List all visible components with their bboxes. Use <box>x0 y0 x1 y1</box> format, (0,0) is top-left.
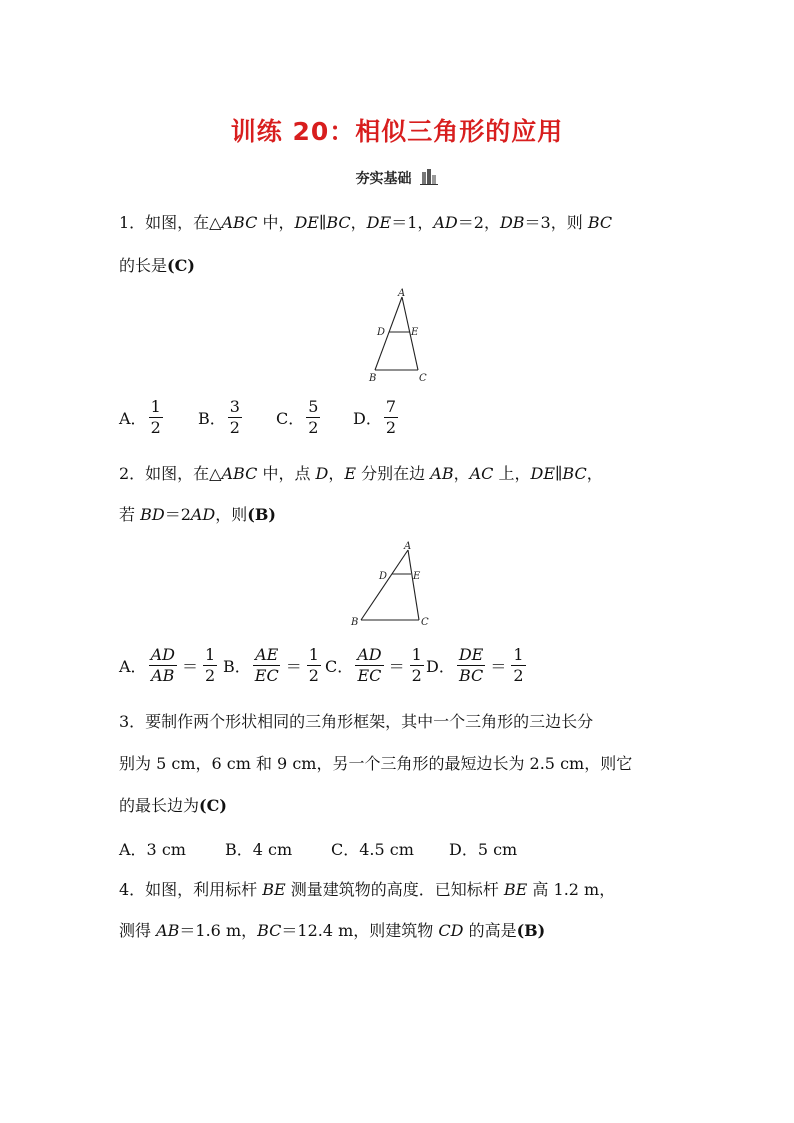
q4-line2: 测得 AB＝1.6 m，BC＝12.4 m，则建筑物 CD 的高是(B) <box>119 921 546 940</box>
q1-option-b[interactable]: B． $\frac{3}{2}$ <box>198 397 240 437</box>
q2-label-d: D <box>379 571 388 582</box>
q3-option-c[interactable]: C．4.5 cm <box>331 840 414 859</box>
q1-label-a: A <box>398 288 406 299</box>
q2-line2: 若 BD＝2AD，则(B) <box>119 505 276 524</box>
q2-option-c[interactable]: C． $\frac{AD}{EC}$ ＝ $\frac{1}{2}$ <box>325 645 422 685</box>
q2-option-b[interactable]: B． $\frac{AE}{EC}$ ＝ $\frac{1}{2}$ <box>223 645 319 685</box>
q1-label-e: E <box>411 327 419 338</box>
q2-option-d[interactable]: D． $\frac{DE}{BC}$ ＝ $\frac{1}{2}$ <box>426 645 524 685</box>
q2-label-e: E <box>413 571 421 582</box>
q2-line1: 2．如图，在△ABC 中，点 D，E 分别在边 AB，AC 上，DE∥BC， <box>119 464 603 483</box>
page-title: 训练 20：相似三角形的应用 <box>230 117 564 146</box>
q1-label-c: C <box>419 373 427 384</box>
q1-line1: 1．如图，在△ABC 中，DE∥BC，DE＝1，AD＝2，DB＝3，则 BC <box>119 213 613 232</box>
q4-line1: 4．如图，利用标杆 BE 测量建筑物的高度．已知标杆 BE 高 1.2 m， <box>119 880 616 899</box>
q3-answer: (C) <box>199 796 227 815</box>
q2-triangle-figure <box>345 538 440 630</box>
q2-answer: (B) <box>247 505 276 524</box>
q1-line2: 的长是(C) <box>119 256 195 275</box>
q3-line3: 的最长边为(C) <box>119 796 227 815</box>
q2-option-a[interactable]: A． $\frac{AD}{AB}$ ＝ $\frac{1}{2}$ <box>119 645 216 685</box>
section-header <box>0 168 794 188</box>
q1-label-b: B <box>369 373 377 384</box>
q1-label-d: D <box>377 327 386 338</box>
q1-triangle-figure <box>360 286 440 386</box>
q2-label-b: B <box>351 617 359 628</box>
q2-label-a: A <box>404 541 412 552</box>
q3-option-b[interactable]: B．4 cm <box>225 840 293 859</box>
q2-label-c: C <box>421 617 429 628</box>
q3-option-d[interactable]: D．5 cm <box>449 840 518 859</box>
q3-line2: 别为 5 cm，6 cm 和 9 cm，另一个三角形的最短边长为 2.5 cm，则它 <box>119 754 633 773</box>
q1-option-c[interactable]: C． $\frac{5}{2}$ <box>276 397 319 437</box>
q1-option-a[interactable]: A． $\frac{1}{2}$ <box>119 397 161 437</box>
q1-answer: (C) <box>167 256 195 275</box>
q1-option-d[interactable]: D． $\frac{7}{2}$ <box>353 397 397 437</box>
building-icon <box>420 169 438 185</box>
q4-answer: (B) <box>516 921 546 940</box>
q3-line1: 3．要制作两个形状相同的三角形框架，其中一个三角形的三边长分 <box>119 712 594 731</box>
q3-option-a[interactable]: A．3 cm <box>119 840 186 859</box>
section-label: 夯实基础 <box>355 171 412 187</box>
